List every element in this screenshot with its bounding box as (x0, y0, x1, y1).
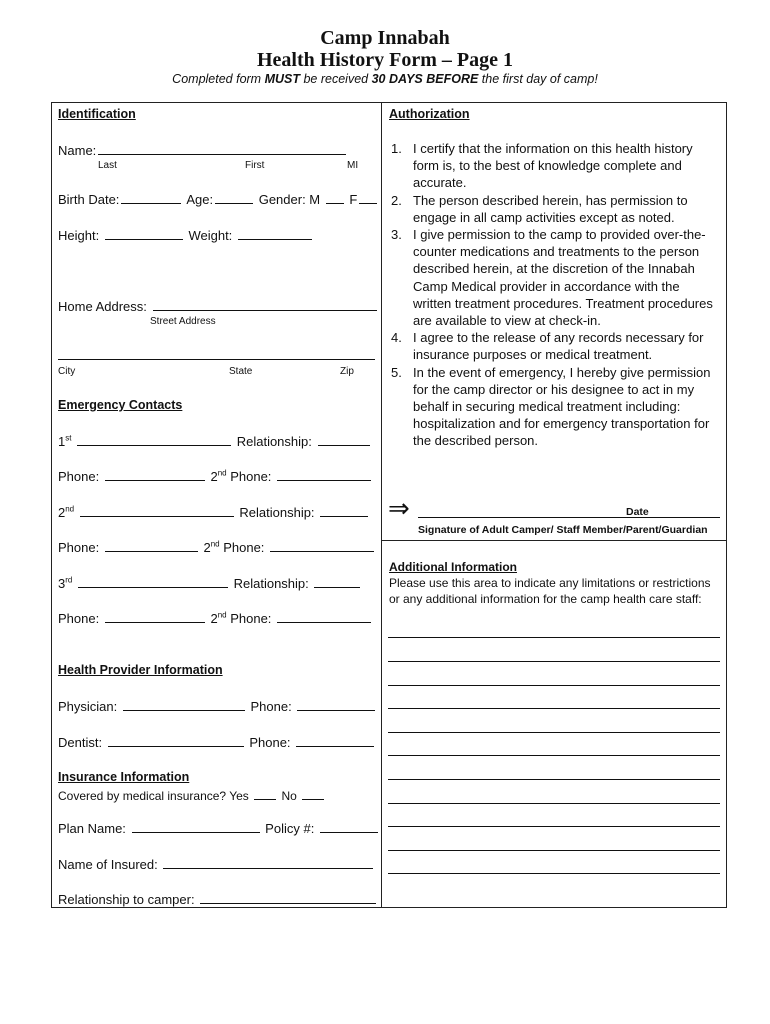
additional-description: Please use this area to indicate any limitations or restrictions or any additional information for the camp health care staff: (389, 576, 711, 606)
additional-info-line[interactable] (388, 661, 720, 662)
mi-caption: MI (347, 160, 359, 171)
additional-heading: Additional Information (389, 560, 517, 574)
authorization-heading: Authorization (389, 107, 470, 121)
first-name-caption: First (245, 160, 265, 171)
emergency-contact-2[interactable]: 2nd Relationship: (58, 504, 370, 520)
arrow-icon: ⇒ (388, 493, 410, 523)
authorization-item: 2. The person described herein, has permission to engage in all camp activities except as noted. (391, 192, 688, 225)
form-title: Health History Form – Page 1 (256, 49, 514, 71)
identification-heading: Identification (58, 107, 136, 121)
birth-age-gender-row[interactable]: Birth Date: Age: Gender: M F (58, 191, 379, 207)
signature-line[interactable] (418, 517, 720, 518)
authorization-item: 3. I give permission to the camp to provided over-the-counter medications and treatments to the person described herein, at the discretion of the Innabah Camp Medical provider in accordance with the written treatment procedures. Treatment procedures are available to view at check-in. (391, 227, 713, 329)
additional-info-line[interactable] (388, 755, 720, 756)
emergency-phone-1[interactable]: Phone: 2nd Phone: (58, 468, 373, 484)
authorization-item: 4. I agree to the release of any records necessary for insurance purposes or medical treatment. (391, 330, 704, 363)
additional-info-line[interactable] (388, 637, 720, 638)
insurance-heading: Insurance Information (58, 770, 190, 784)
zip-caption: Zip (340, 366, 354, 377)
height-weight-row[interactable]: Height: Weight: (58, 227, 314, 243)
dentist-row[interactable]: Dentist: Phone: (58, 734, 376, 750)
additional-info-line[interactable] (388, 826, 720, 827)
authorization-item: 1. I certify that the information on this health history form is, to the best of knowledge complete and accurate. (391, 141, 693, 191)
emergency-heading: Emergency Contacts (58, 398, 183, 412)
column-divider (381, 102, 382, 908)
date-label: Date (626, 506, 649, 518)
insured-name-row[interactable]: Name of Insured: (58, 856, 375, 872)
street-caption: Street Address (150, 316, 216, 327)
name-field[interactable]: Name: (58, 142, 348, 158)
additional-info-line[interactable] (388, 850, 720, 851)
camp-name: Camp Innabah (320, 27, 450, 49)
last-name-caption: Last (98, 160, 117, 171)
additional-info-line[interactable] (388, 685, 720, 686)
additional-info-line[interactable] (388, 708, 720, 709)
health-provider-heading: Health Provider Information (58, 663, 223, 677)
additional-info-line[interactable] (388, 779, 720, 780)
city-caption: City (58, 366, 76, 377)
additional-info-line[interactable] (388, 732, 720, 733)
city-state-zip-line[interactable] (58, 359, 375, 360)
signature-caption: Signature of Adult Camper/ Staff Member/Parent/Guardian (418, 524, 708, 536)
insurance-covered-row[interactable]: Covered by medical insurance? Yes No (58, 787, 326, 803)
state-caption: State (229, 366, 253, 377)
plan-policy-row[interactable]: Plan Name: Policy #: (58, 820, 380, 836)
home-address-field[interactable]: Home Address: (58, 298, 379, 314)
authorization-list (389, 140, 719, 450)
physician-row[interactable]: Physician: Phone: (58, 698, 377, 714)
deadline-note: Completed form MUST be received 30 DAYS BEFORE the first day of camp! (172, 72, 598, 86)
authorization-item: 5. In the event of emergency, I hereby give permission for the camp director or his designee to act in my behalf in securing medical treatment including: hospitalization and for emergency transportation for the described person. (391, 364, 711, 449)
emergency-contact-1[interactable]: 1st Relationship: (58, 433, 372, 449)
relationship-to-camper-row[interactable]: Relationship to camper: (58, 891, 378, 907)
signature-divider (382, 540, 726, 541)
emergency-phone-2[interactable]: Phone: 2nd Phone: (58, 539, 376, 555)
additional-info-line[interactable] (388, 803, 720, 804)
emergency-phone-3[interactable]: Phone: 2nd Phone: (58, 610, 373, 626)
additional-info-line[interactable] (388, 873, 720, 874)
emergency-contact-3[interactable]: 3rd Relationship: (58, 575, 362, 591)
